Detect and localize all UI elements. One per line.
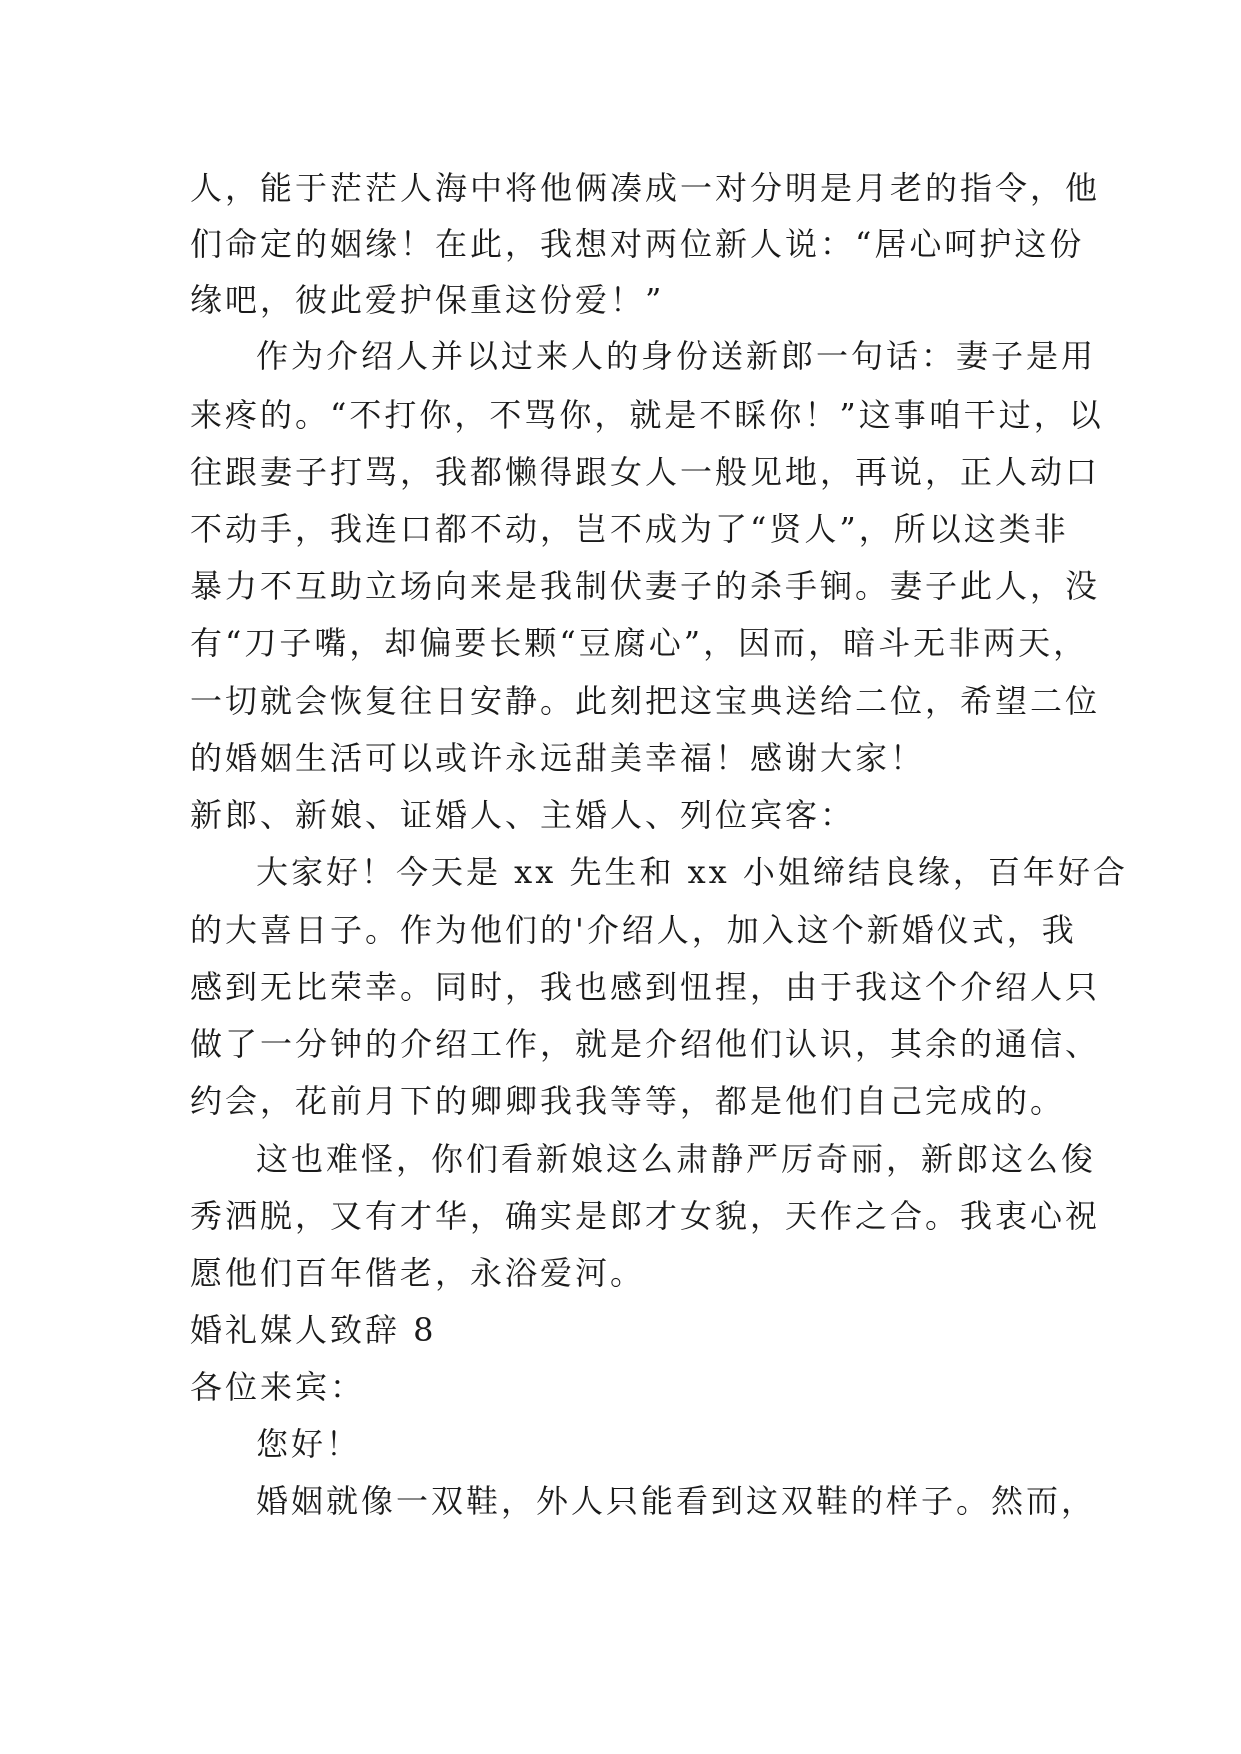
- text-line: 来疼的。“不打你，不骂你，就是不睬你！”这事咱干过，以: [190, 396, 1104, 434]
- paragraph-start: 作为介绍人并以过来人的身份送新郎一句话：妻子是用: [256, 337, 1097, 375]
- salutation: 新郎、新娘、证婚人、主婚人、列位宾客：: [190, 796, 856, 834]
- text-line: 往跟妻子打骂，我都懒得跟女人一般见地，再说，正人动口: [190, 453, 1101, 491]
- text-line: 们命定的姻缘！在此，我想对两位新人说：“居心呵护这份: [190, 225, 1085, 263]
- paragraph-start: 大家好！今天是 xx 先生和 xx 小姐缔结良缘，百年好合: [256, 853, 1128, 891]
- text-line: 做了一分钟的介绍工作，就是介绍他们认识，其余的通信、: [190, 1025, 1101, 1063]
- text-line: 缘吧，彼此爱护保重这份爱！”: [190, 281, 665, 319]
- section-heading: 婚礼媒人致辞 8: [190, 1311, 437, 1349]
- text-line: 的婚姻生活可以或许永远甜美幸福！感谢大家！: [190, 739, 926, 777]
- text-line: 暴力不互助立场向来是我制伏妻子的杀手锏。妻子此人，没: [190, 567, 1101, 605]
- text-line: 秀洒脱，又有才华，确实是郎才女貌，天作之合。我衷心祝: [190, 1197, 1101, 1235]
- greeting: 您好！: [256, 1425, 362, 1463]
- paragraph-start: 这也难怪，你们看新娘这么肃静严厉奇丽，新郎这么俊: [256, 1140, 1097, 1178]
- text-line: 感到无比荣幸。同时，我也感到忸捏，由于我这个介绍人只: [190, 968, 1101, 1006]
- text-line: 不动手，我连口都不动，岂不成为了“贤人”，所以这类非: [190, 510, 1069, 548]
- text-line: 有“刀子嘴，却偏要长颗“豆腐心”，因而，暗斗无非两天，: [190, 624, 1089, 662]
- salutation: 各位来宾：: [190, 1368, 366, 1406]
- text-line: 愿他们百年偕老，永浴爱河。: [190, 1254, 646, 1292]
- text-line: 约会，花前月下的卿卿我我等等，都是他们自己完成的。: [190, 1082, 1066, 1120]
- text-line: 人，能于茫茫人海中将他俩凑成一对分明是月老的指令，他: [190, 169, 1101, 207]
- text-line: 的大喜日子。作为他们的'介绍人，加入这个新婚仪式，我: [190, 911, 1077, 949]
- paragraph-start: 婚姻就像一双鞋，外人只能看到这双鞋的样子。然而，: [256, 1482, 1097, 1520]
- text-line: 一切就会恢复往日安静。此刻把这宝典送给二位，希望二位: [190, 682, 1101, 720]
